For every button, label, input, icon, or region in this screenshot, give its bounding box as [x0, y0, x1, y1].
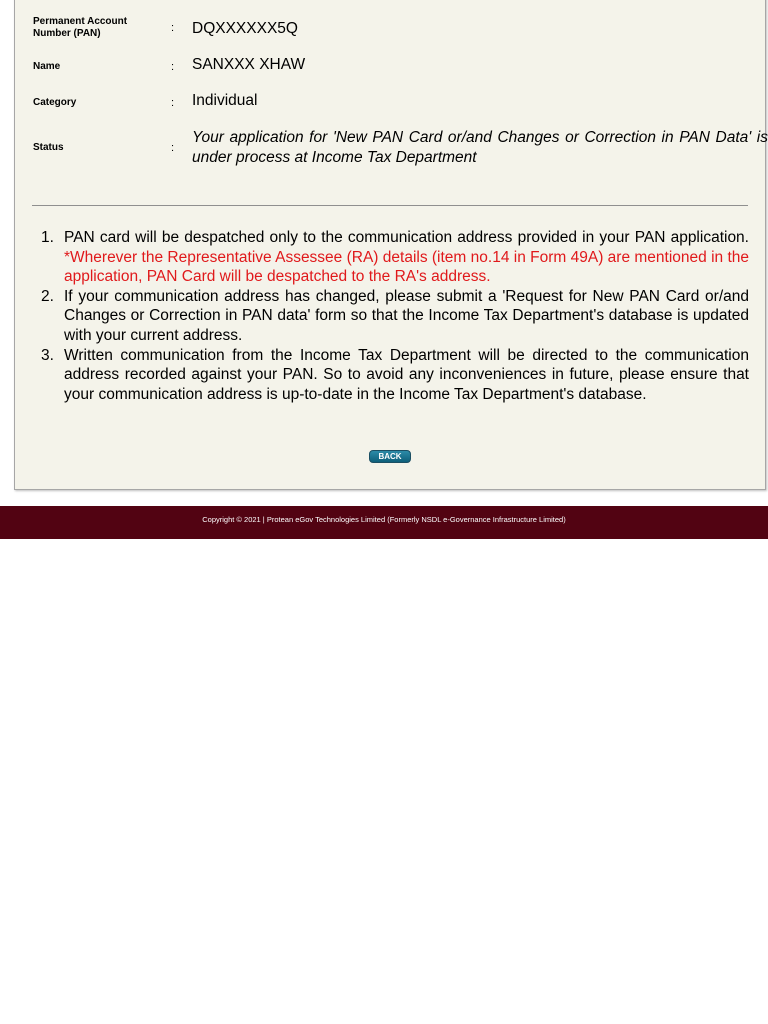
note-highlight: *Wherever the Representative Assessee (RA) details (item no.14 in Form 49A) are mentioned in the application, PAN Card will be despatched to the RA's address.: [64, 248, 749, 286]
note-text: PAN card will be despatched only to the communication address provided in your PAN application.: [64, 229, 749, 246]
pan-colon: :: [171, 22, 175, 34]
status-value: Your application for 'New PAN Card or/and Changes or Correction in PAN Data' is under process at Income Tax Department: [192, 129, 768, 166]
pan-value: DQXXXXXX5Q: [192, 20, 298, 37]
category-colon: :: [171, 97, 175, 109]
name-colon: :: [171, 61, 175, 73]
category-value: Individual: [192, 92, 258, 109]
notes-list: [33, 228, 749, 404]
divider: [32, 205, 748, 206]
back-button[interactable]: BACK: [369, 450, 411, 463]
category-label: Category: [33, 97, 77, 108]
status-label: Status: [33, 142, 64, 153]
footer: [0, 506, 768, 539]
note-number: 3.: [41, 346, 54, 364]
note-text: Written communication from the Income Tax Department will be directed to the communication address recorded against your PAN. So to avoid any inconveniences in future, please ensure that your communication address is up-to-date in the Income Tax Department's database.: [64, 346, 749, 403]
status-panel: [14, 0, 766, 490]
note-number: 2.: [41, 287, 54, 305]
note-item: [33, 346, 749, 405]
name-label: Name: [33, 61, 61, 72]
note-text: If your communication address has changed, please submit a 'Request for New PAN Card or/and Changes or Correction in PAN data' form so that the Income Tax Department's database is updated with your current address.: [64, 287, 749, 344]
note-item: [33, 287, 749, 346]
name-value: SANXXX XHAW: [192, 56, 306, 73]
note-item: [33, 228, 749, 287]
footer-copyright: Copyright © 2021 | Protean eGov Technologies Limited (Formerly NSDL e-Governance Infrastructure Limited): [202, 515, 566, 524]
pan-label: Permanent Account Number (PAN): [33, 16, 128, 39]
note-number: 1.: [41, 229, 54, 246]
status-colon: :: [171, 142, 175, 154]
